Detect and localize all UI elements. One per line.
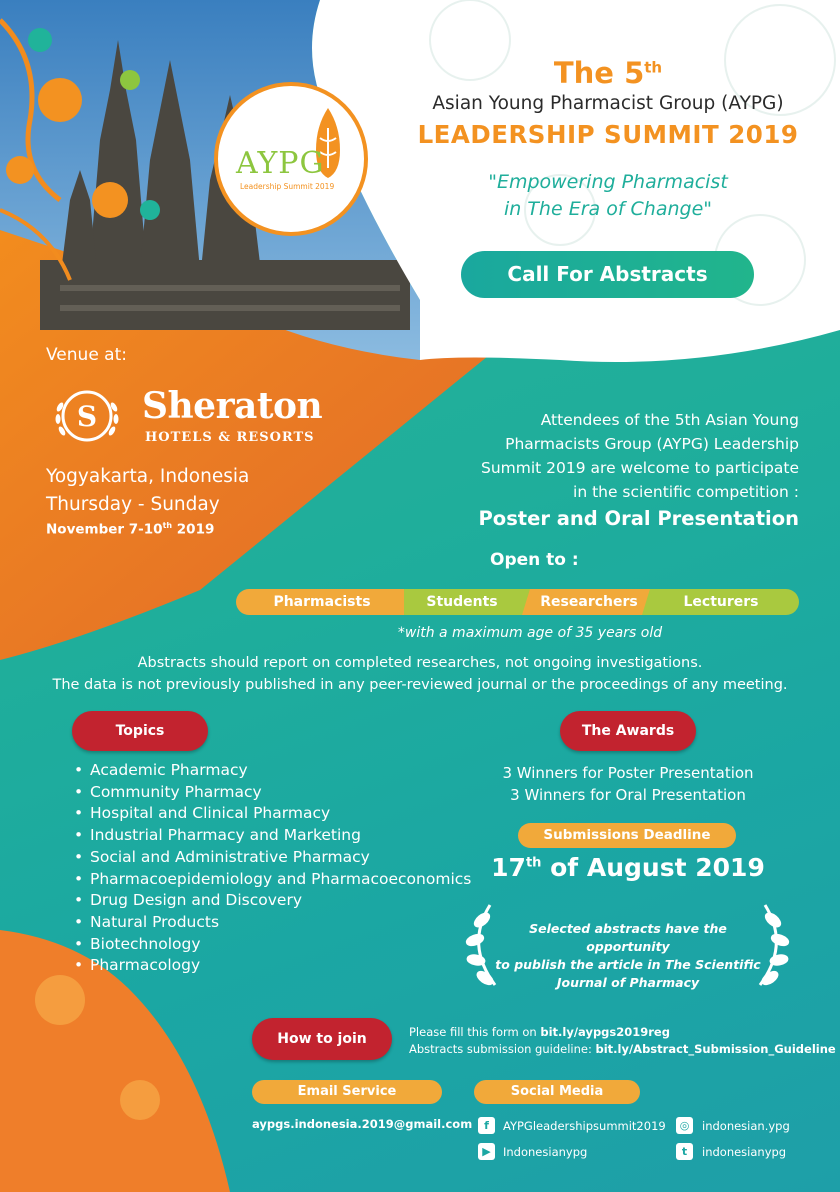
instagram-handle[interactable]: indonesian.ypg xyxy=(702,1119,790,1133)
deadline-date xyxy=(478,853,778,882)
dates-sup: th xyxy=(162,521,173,530)
aypg-logo-subtitle: Leadership Summit 2019 xyxy=(240,182,335,191)
audience-researchers: Researchers xyxy=(540,594,638,610)
topic-item: • Biotechnology xyxy=(72,934,492,956)
sheraton-subtitle: HOTELS & RESORTS xyxy=(145,430,315,445)
dates-main: November 7-10 xyxy=(46,521,163,538)
youtube-icon[interactable]: ▶ xyxy=(478,1143,495,1160)
twitter-icon[interactable]: t xyxy=(676,1143,693,1160)
email-service-label: Email Service xyxy=(252,1080,442,1104)
awards-header: The Awards xyxy=(560,711,696,751)
guide-line xyxy=(409,1041,836,1058)
deadline-day: 17 xyxy=(491,853,526,882)
note-line-1: Selected abstracts have the opportunity xyxy=(529,921,727,954)
award-oral: 3 Winners for Oral Presentation xyxy=(510,786,746,804)
audience-students: Students xyxy=(426,594,498,610)
topic-item: • Natural Products xyxy=(72,912,492,934)
edition-title xyxy=(400,56,816,90)
how-to-join-button[interactable]: How to join xyxy=(252,1018,392,1060)
venue-days: Thursday - Sunday xyxy=(46,494,220,515)
intro-line-4: in the scientific competition : xyxy=(573,483,799,501)
topic-item: • Pharmacology xyxy=(72,955,492,977)
audience-lecturers: Lecturers xyxy=(683,594,759,610)
deadline-label: Submissions Deadline xyxy=(518,823,736,848)
requirements-line-1: Abstracts should report on completed researches, not ongoing investigations. xyxy=(137,655,703,671)
call-for-abstracts-button[interactable]: Call For Abstracts xyxy=(507,262,708,286)
venue-label: Venue at: xyxy=(46,345,127,365)
form-text: Please fill this form on xyxy=(409,1025,541,1039)
join-info xyxy=(409,1024,836,1058)
deadline-month-year: of August 2019 xyxy=(541,853,765,882)
topic-item: • Academic Pharmacy xyxy=(72,760,492,782)
topics-header: Topics xyxy=(72,711,208,751)
tagline-line-1: "Empowering Pharmacist xyxy=(488,171,728,193)
tagline xyxy=(440,169,776,223)
audience-pharmacists: Pharmacists xyxy=(273,594,371,610)
topic-item: • Hospital and Clinical Pharmacy xyxy=(72,803,492,825)
venue-dates xyxy=(46,521,214,538)
youtube-handle[interactable]: Indonesianypg xyxy=(503,1145,588,1159)
note-line-3: Journal of Pharmacy xyxy=(556,975,700,990)
topic-item: • Community Pharmacy xyxy=(72,782,492,804)
edition-sup: th xyxy=(644,58,663,77)
facebook-handle[interactable]: AYPGleadershipsummit2019 xyxy=(503,1119,666,1133)
intro-text xyxy=(400,408,799,504)
competition-title: Poster and Oral Presentation xyxy=(478,507,799,530)
social-media-label: Social Media xyxy=(474,1080,640,1104)
twitter-handle[interactable]: indonesianypg xyxy=(702,1145,787,1159)
award-poster: 3 Winners for Poster Presentation xyxy=(502,764,754,782)
requirements-line-2: The data is not previously published in any peer-reviewed journal or the proceedings of any meeting. xyxy=(52,677,788,693)
audience-bar xyxy=(236,589,800,615)
aypg-logo xyxy=(214,82,368,236)
form-link[interactable]: bit.ly/aypgs2019reg xyxy=(540,1025,670,1039)
sheraton-emblem-icon xyxy=(48,377,126,455)
guide-text: Abstracts submission guideline: xyxy=(409,1042,596,1056)
topic-item: • Social and Administrative Pharmacy xyxy=(72,847,492,869)
open-to-label: Open to : xyxy=(490,550,579,570)
sheraton-name: Sheraton xyxy=(142,385,323,427)
topic-item: • Industrial Pharmacy and Marketing xyxy=(72,825,492,847)
awards-list xyxy=(478,762,778,806)
event-title: LEADERSHIP SUMMIT 2019 xyxy=(417,120,799,149)
note-line-2: to publish the article in The Scientific xyxy=(495,957,761,972)
sheraton-logo xyxy=(48,377,126,455)
guide-link[interactable]: bit.ly/Abstract_Submission_Guideline xyxy=(595,1042,836,1056)
topic-item: • Pharmacoepidemiology and Pharmacoeconomics xyxy=(72,869,492,891)
facebook-icon[interactable]: f xyxy=(478,1117,495,1134)
deadline-sup: th xyxy=(525,855,542,871)
tagline-line-2: in The Era of Change" xyxy=(503,198,713,220)
edition-text: The 5 xyxy=(553,56,645,90)
publication-note xyxy=(490,920,766,992)
intro-line-1: Attendees of the 5th Asian Young xyxy=(540,411,799,429)
intro-line-3: Summit 2019 are welcome to participate xyxy=(481,459,799,477)
form-line xyxy=(409,1024,836,1041)
svg-text:S: S xyxy=(76,400,98,433)
email-address[interactable]: aypgs.indonesia.2019@gmail.com xyxy=(252,1117,473,1131)
venue-city: Yogyakarta, Indonesia xyxy=(46,466,250,487)
requirements xyxy=(20,652,820,696)
dates-year: 2019 xyxy=(172,521,215,538)
intro-line-2: Pharmacists Group (AYPG) Leadership xyxy=(505,435,799,453)
age-note: *with a maximum age of 35 years old xyxy=(397,625,663,641)
topics-list xyxy=(72,760,492,977)
instagram-icon[interactable]: ◎ xyxy=(676,1117,693,1134)
topic-item: • Drug Design and Discovery xyxy=(72,890,492,912)
org-name: Asian Young Pharmacist Group (AYPG) xyxy=(432,93,784,114)
aypg-wordmark: AYPG xyxy=(236,146,325,181)
